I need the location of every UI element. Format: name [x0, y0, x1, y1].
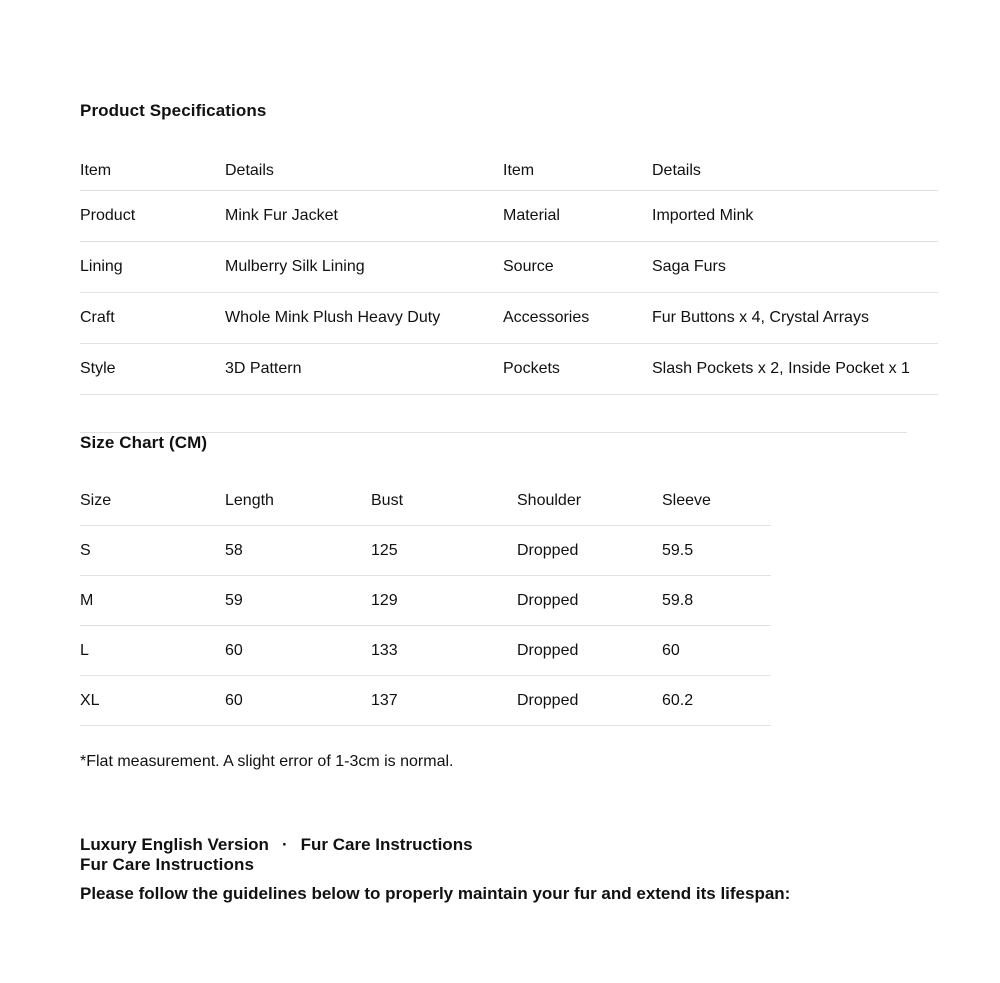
table-cell: Pockets: [503, 360, 560, 378]
table-cell: Product: [80, 207, 136, 225]
banner-left-text: Luxury English Version: [80, 835, 269, 855]
table-cell: Dropped: [517, 541, 579, 559]
table-cell: 60.2: [662, 691, 694, 709]
table-cell: Whole Mink Plush Heavy Duty: [225, 309, 441, 327]
size-header-row: [80, 476, 771, 526]
table-cell: Dropped: [517, 691, 579, 709]
product-specifications-table: [80, 151, 938, 395]
table-cell: 60: [662, 641, 680, 659]
column-header: Item: [80, 161, 112, 179]
column-header: Length: [225, 491, 274, 509]
table-cell: XL: [80, 691, 100, 709]
table-cell: 58: [225, 541, 243, 559]
table-cell: Fur Buttons x 4, Crystal Arrays: [652, 309, 869, 327]
product-specifications-section: [80, 101, 1000, 433]
size-chart-footnote: *Flat measurement. A slight error of 1-3cm is normal.: [80, 753, 454, 771]
table-row: [80, 676, 771, 726]
table-cell: Style: [80, 360, 116, 378]
table-cell: 59.8: [662, 591, 694, 609]
banner-right-text: Fur Care Instructions: [300, 835, 473, 855]
table-cell: 60: [225, 691, 243, 709]
spec-header-row: [80, 151, 938, 191]
dot-separator: ·: [281, 835, 288, 855]
table-cell: 59.5: [662, 541, 694, 559]
care-instructions-title: Fur Care Instructions: [80, 855, 255, 875]
table-cell: Imported Mink: [652, 207, 754, 225]
care-instructions-section: [80, 855, 1000, 905]
table-row: [80, 576, 771, 626]
table-row: [80, 242, 938, 293]
table-cell: Lining: [80, 258, 123, 276]
section-banner: [80, 834, 1000, 855]
table-cell: Craft: [80, 309, 115, 327]
column-header: Bust: [371, 491, 404, 509]
table-cell: Dropped: [517, 591, 579, 609]
table-cell: Source: [503, 258, 554, 276]
care-instructions-intro: Please follow the guidelines below to properly maintain your fur and extend its lifespan:: [80, 884, 791, 904]
column-header: Details: [652, 161, 701, 179]
table-row: [80, 626, 771, 676]
table-cell: 60: [225, 641, 243, 659]
product-specifications-title: Product Specifications: [80, 101, 267, 120]
table-cell: Material: [503, 207, 560, 225]
table-row: [80, 293, 938, 344]
table-cell: L: [80, 641, 89, 659]
size-chart-title: Size Chart (CM): [80, 433, 208, 453]
table-cell: 125: [371, 541, 398, 559]
table-cell: Saga Furs: [652, 258, 726, 276]
column-header: Item: [503, 161, 535, 179]
table-cell: 137: [371, 691, 398, 709]
table-cell: Accessories: [503, 309, 590, 327]
table-cell: 129: [371, 591, 398, 609]
table-cell: 3D Pattern: [225, 360, 302, 378]
column-header: Sleeve: [662, 491, 711, 509]
table-cell: Mink Fur Jacket: [225, 207, 338, 225]
table-row: [80, 526, 771, 576]
table-cell: 133: [371, 641, 398, 659]
table-cell: Mulberry Silk Lining: [225, 258, 365, 276]
column-header: Size: [80, 491, 112, 509]
table-cell: Dropped: [517, 641, 579, 659]
table-row: [80, 191, 938, 242]
column-header: Shoulder: [517, 491, 582, 509]
column-header: Details: [225, 161, 274, 179]
table-cell: Slash Pockets x 2, Inside Pocket x 1: [652, 360, 910, 378]
table-cell: 59: [225, 591, 243, 609]
size-chart-section: [80, 433, 1000, 772]
size-chart-table: [80, 476, 771, 726]
table-cell: M: [80, 591, 94, 609]
table-row: [80, 344, 938, 395]
table-cell: S: [80, 541, 91, 559]
